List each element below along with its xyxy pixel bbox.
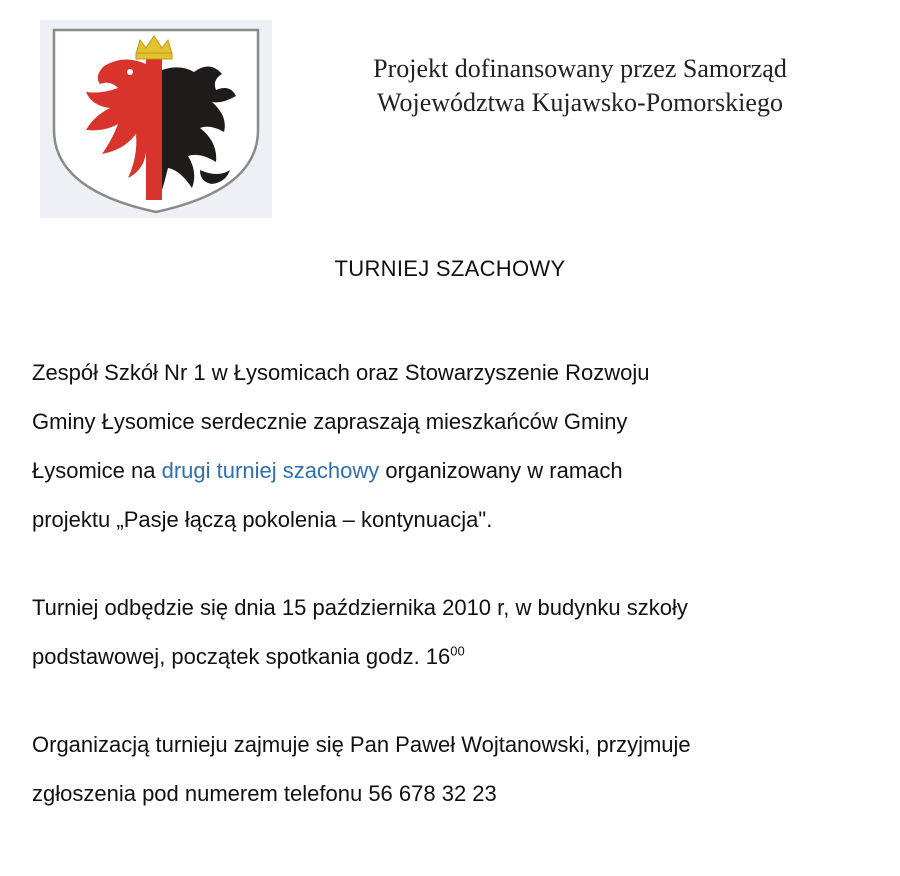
contact-line-1: Organizacją turnieju zajmuje się Pan Paweł Wojtanowski, przyjmuje xyxy=(32,732,691,757)
invitation-line-3 xyxy=(32,446,882,495)
invitation-line-3-end: organizowany w ramach xyxy=(379,458,623,483)
contact-line-2: zgłoszenia pod numerem telefonu 56 678 32 23 xyxy=(32,781,497,806)
start-time-text: podstawowej, początek spotkania godz. 16 xyxy=(32,644,451,669)
start-time-minutes: 00 xyxy=(450,643,465,659)
date-line-1: Turniej odbędzie się dnia 15 października 2010 r, w budynku szkoły xyxy=(32,595,688,620)
document-body xyxy=(32,348,882,818)
invitation-paragraph xyxy=(32,348,882,544)
contact-paragraph xyxy=(32,720,882,818)
tournament-highlight: drugi turniej szachowy xyxy=(161,458,380,483)
date-line-2 xyxy=(32,632,882,681)
funding-line-2: Województwa Kujawsko-Pomorskiego xyxy=(377,88,783,117)
funding-notice xyxy=(300,52,860,120)
coat-of-arms-icon xyxy=(40,20,272,218)
page-title: TURNIEJ SZACHOWY xyxy=(334,256,566,281)
invitation-line-4: projektu „Pasje łączą pokolenia – kontynuacja". xyxy=(32,507,493,532)
coat-of-arms xyxy=(40,20,272,218)
invitation-line-2: Gminy Łysomice serdecznie zapraszają mieszkańców Gminy xyxy=(32,409,628,434)
funding-line-1: Projekt dofinansowany przez Samorząd xyxy=(373,54,787,83)
invitation-line-3-start: Łysomice na xyxy=(32,458,162,483)
date-paragraph xyxy=(32,583,882,681)
invitation-line-1: Zespół Szkół Nr 1 w Łysomicach oraz Stowarzyszenie Rozwoju xyxy=(32,360,650,385)
